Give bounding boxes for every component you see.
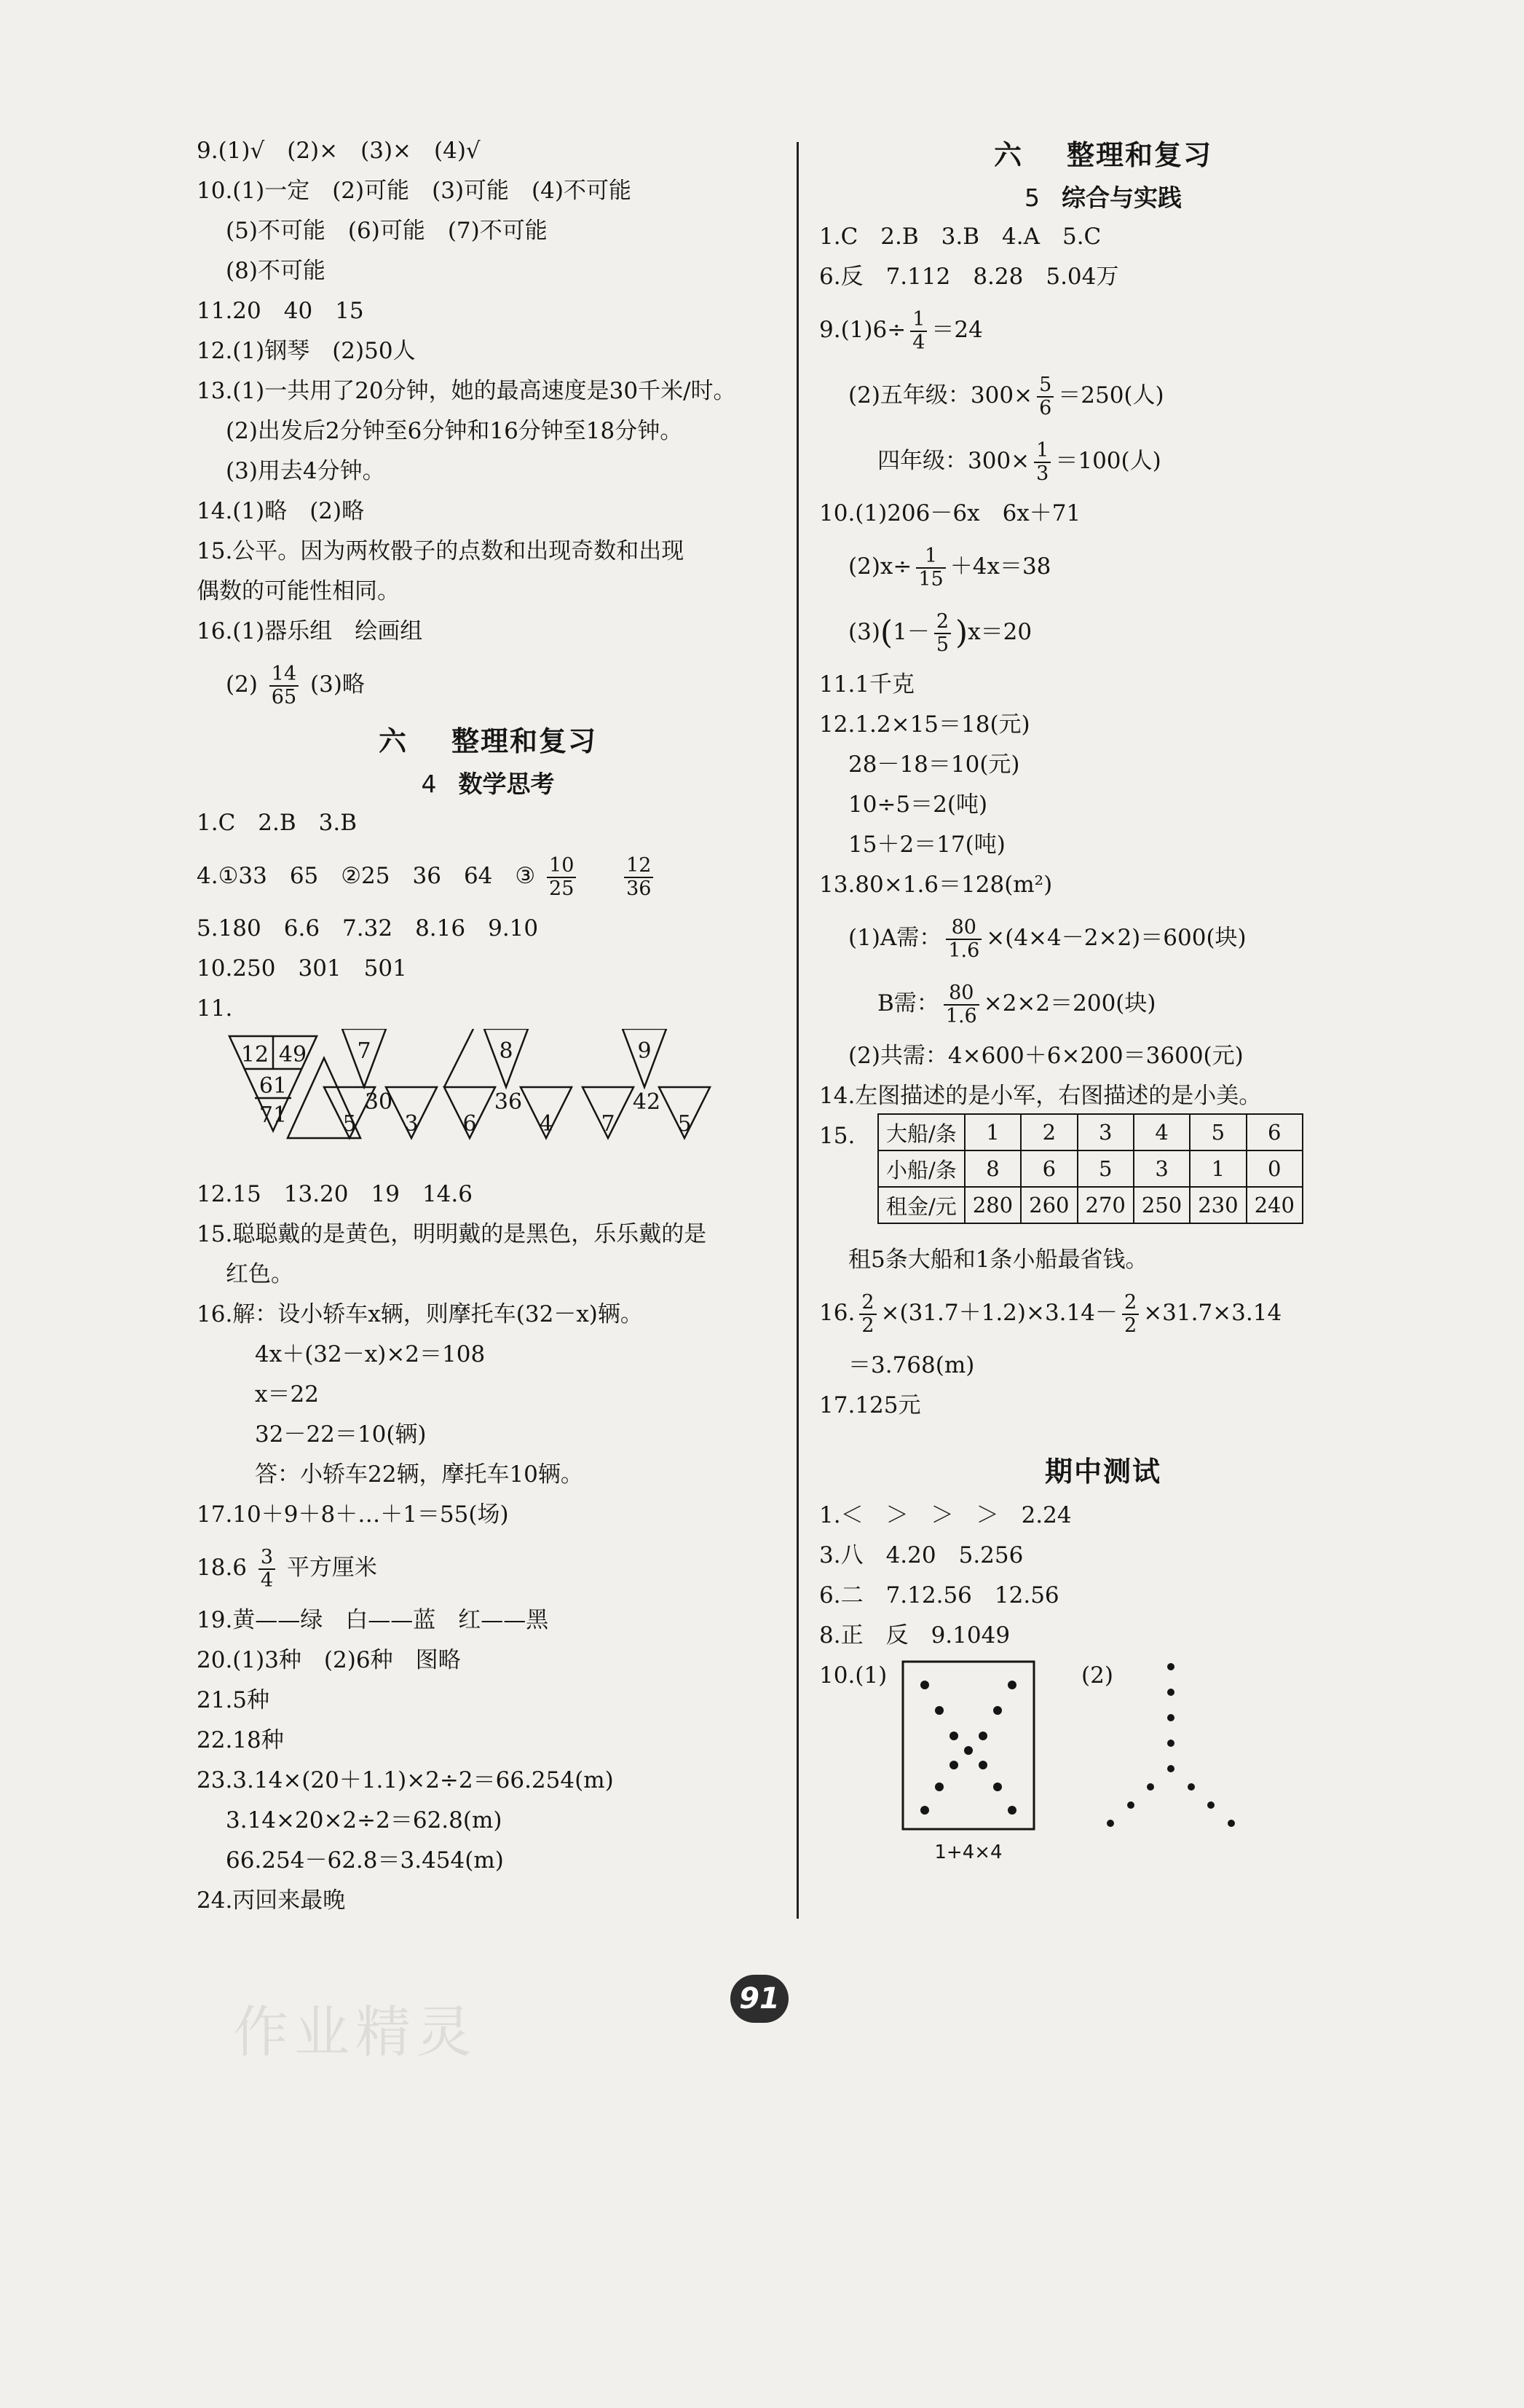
answer-label: 10.(1) [819, 1662, 888, 1689]
triangle-number: 30 [364, 1089, 393, 1115]
answer-line: 14.左图描述的是小军，右图描述的是小美。 [819, 1083, 1262, 1109]
table-cell: 270 [1078, 1187, 1134, 1223]
triangle-number: 5 [342, 1111, 357, 1137]
table-cell: 6 [1247, 1114, 1303, 1150]
answer-line: 8.正 反 9.1049 [819, 1622, 1011, 1649]
answer-label: (2) [1081, 1662, 1113, 1689]
answer-line: 10.(1)一定 (2)可能 (3)可能 (4)不可能 [197, 178, 631, 204]
answer-line: 9.(1)√ (2)× (3)× (4)√ [197, 138, 481, 164]
triangle-number: 8 [499, 1038, 513, 1064]
answer-line: 28－18＝10(元) [848, 751, 1020, 778]
answer-line-fraction: (1)A需： $\frac{80}{1.6}$ ×(4×4－2×2)＝600(块) [848, 915, 1247, 962]
answer-line: (8)不可能 [226, 258, 325, 284]
answer-line: 12.15 13.20 19 14.6 [197, 1181, 473, 1207]
fraction: $\frac{1}{4}$ [910, 309, 927, 353]
answer-line: 23.3.14×(20＋1.1)×2÷2＝66.254(m) [197, 1767, 614, 1793]
triangle-number: 4 [539, 1111, 553, 1137]
triangle-number: 5 [677, 1111, 692, 1137]
answer-line-fraction: 四年级：300× $\frac{1}{3}$ ＝100(人) [877, 438, 1161, 485]
right-column [819, 131, 1387, 1867]
answer-line: (5)不可能 (6)可能 (7)不可能 [226, 218, 548, 244]
answer-line: 偶数的可能性相同。 [197, 578, 400, 604]
triangle-number: 7 [601, 1111, 615, 1137]
triangle-number: 6 [462, 1111, 477, 1137]
table-row [878, 1187, 1303, 1223]
table-row-header: 租金/元 [878, 1187, 965, 1223]
left-column [197, 131, 779, 1921]
answer-line-fraction: 4.①33 65 ②25 36 64 ③ $\frac{10}{25}$ $\frac{12}{36}$ [197, 843, 779, 909]
fraction: $\frac{10}{25}$ [547, 855, 576, 899]
answer-line: 21.5种 [197, 1687, 270, 1713]
answer-line: 10÷5＝2(吨) [848, 792, 988, 818]
answer-line: 12.1.2×15＝18(元) [819, 711, 1030, 738]
table-cell: 5 [1190, 1114, 1246, 1150]
triangle-number: 61 [258, 1073, 288, 1099]
answer-line: 22.18种 [197, 1727, 284, 1753]
answer-line: 11.20 40 15 [197, 298, 364, 324]
answer-line: 13.80×1.6＝128(m²) [819, 872, 1053, 898]
answer-line: 16.(1)器乐组 绘画组 [197, 618, 423, 644]
table-cell: 3 [1078, 1114, 1134, 1150]
answer-line: 66.254－62.8＝3.454(m) [226, 1847, 504, 1874]
answer-line: 12.(1)钢琴 (2)50人 [197, 338, 416, 364]
triangle-number: 49 [278, 1042, 307, 1067]
answer-line-fraction: (2)x÷ $\frac{1}{15}$ ＋4x＝38 [848, 544, 1051, 591]
table-cell: 3 [1134, 1150, 1190, 1187]
section-subtitle: 4 数学思考 [421, 770, 555, 798]
answer-line: (2)共需：4×600＋6×200＝3600(元) [848, 1043, 1244, 1069]
table-cell: 240 [1247, 1187, 1303, 1223]
answer-line: 1.C 2.B 3.B 4.A 5.C [819, 224, 1102, 250]
fraction: $\frac{2}{2}$ [859, 1292, 876, 1336]
answer-line: 14.(1)略 (2)略 [197, 498, 365, 524]
page-number: 91 [730, 1975, 789, 2023]
answer-line: 19.黄——绿 白——蓝 红——黑 [197, 1607, 549, 1633]
answer-line: 17.125元 [819, 1392, 921, 1418]
answer-line: 答：小轿车22辆，摩托车10辆。 [255, 1461, 583, 1488]
table-cell: 6 [1021, 1150, 1077, 1187]
answer-line: 15.公平。因为两枚骰子的点数和出现奇数和出现 [197, 538, 684, 564]
dot-caption: 1+4×4 [934, 1841, 1003, 1863]
triangle-number: 12 [240, 1042, 269, 1067]
table-cell: 260 [1021, 1187, 1077, 1223]
answer-line: 24.丙回来最晚 [197, 1887, 346, 1914]
fraction: $\frac{3}{4}$ [258, 1547, 275, 1591]
table-cell: 1 [1190, 1150, 1246, 1187]
fraction: $\frac{14}{65}$ [269, 663, 299, 708]
fraction: $\frac{12}{36}$ [624, 855, 653, 899]
answer-line-fraction: 9.(1)6÷ $\frac{1}{4}$ ＝24 [819, 307, 983, 354]
answer-line-fraction: (3)(1－ $\frac{2}{5}$ )x＝20 [848, 609, 1033, 656]
answer-line: 1.C 2.B 3.B [197, 810, 358, 836]
answer-line: 红色。 [226, 1261, 293, 1287]
triangle-number: 42 [632, 1089, 661, 1115]
fraction: $\frac{1}{15}$ [916, 545, 945, 590]
triangle-number: 36 [494, 1089, 523, 1115]
section-title: 期中测试 [1044, 1456, 1161, 1488]
answer-line: 6.二 7.12.56 12.56 [819, 1582, 1059, 1608]
answer-label: 15. [819, 1123, 856, 1149]
answer-line: 1.＜ ＞ ＞ ＞ 2.24 [819, 1502, 1072, 1528]
fraction: $\frac{1}{3}$ [1034, 440, 1051, 484]
triangle-number: 7 [357, 1038, 371, 1064]
table-cell: 4 [1134, 1114, 1190, 1150]
answer-line: 租5条大船和1条小船最省钱。 [848, 1247, 1148, 1273]
answer-line: 3.14×20×2÷2＝62.8(m) [226, 1807, 502, 1833]
table-row-header: 大船/条 [878, 1114, 965, 1150]
table-row [878, 1150, 1303, 1187]
table-cell: 250 [1134, 1187, 1190, 1223]
answer-line: 11.1千克 [819, 671, 915, 698]
answer-line: 11. [197, 995, 233, 1022]
answer-line-fraction: 16. $\frac{2}{2}$ ×(31.7＋1.2)×3.14－ $\frac{2}{2}$ ×31.7×3.14 [819, 1290, 1282, 1337]
answer-line: (3)用去4分钟。 [226, 458, 385, 484]
table-row [878, 1114, 1303, 1150]
triangle-puzzle-figure [197, 1029, 779, 1175]
fraction: $\frac{80}{1.6}$ [946, 917, 982, 961]
dot-pattern-svg [819, 1656, 1387, 1867]
answer-line-fraction: (2)五年级：300× $\frac{5}{6}$ ＝250(人) [848, 373, 1164, 419]
fraction: $\frac{2}{2}$ [1122, 1292, 1139, 1336]
answer-line: 13.(1)一共用了20分钟，她的最高速度是30千米/时。 [197, 378, 736, 404]
answer-line-fraction: (2) $\frac{14}{65}$ (3)略 [226, 662, 365, 708]
table-cell: 5 [1078, 1150, 1134, 1187]
section-title: 六 整理和复习 [993, 139, 1213, 171]
answer-line: ＝3.768(m) [848, 1352, 975, 1378]
answer-line-fraction: B需： $\frac{80}{1.6}$ ×2×2＝200(块) [877, 981, 1156, 1027]
answer-line: (2)出发后2分钟至6分钟和16分钟至18分钟。 [226, 418, 683, 444]
triangle-puzzle-svg [226, 1029, 808, 1175]
table-cell: 230 [1190, 1187, 1246, 1223]
boat-rental-table [877, 1113, 1303, 1224]
answer-line: 15＋2＝17(吨) [848, 832, 1006, 858]
answer-line: 5.180 6.6 7.32 8.16 9.10 [197, 915, 539, 942]
fraction: $\frac{80}{1.6}$ [944, 982, 979, 1027]
dot-pattern-figure [819, 1656, 1387, 1867]
fraction: $\frac{5}{6}$ [1037, 374, 1054, 419]
section-title: 六 整理和复习 [378, 725, 598, 757]
answer-line-fraction: 18.6 $\frac{3}{4}$ 平方厘米 [197, 1545, 377, 1592]
q15-block [819, 1116, 1387, 1240]
triangle-number: 3 [404, 1111, 419, 1137]
triangle-number: 9 [637, 1038, 652, 1064]
answer-line: 20.(1)3种 (2)6种 图略 [197, 1647, 461, 1673]
answer-line: 10.250 301 501 [197, 955, 407, 982]
table-cell: 280 [965, 1187, 1021, 1223]
table-row-header: 小船/条 [878, 1150, 965, 1187]
answer-line: 3.八 4.20 5.256 [819, 1542, 1024, 1568]
answer-line: 10.(1)206－6x 6x＋71 [819, 500, 1081, 526]
watermark: 作业精灵 [233, 2000, 478, 2064]
table-cell: 1 [965, 1114, 1021, 1150]
table-cell: 2 [1021, 1114, 1077, 1150]
answer-line: x＝22 [255, 1381, 319, 1408]
answer-line: 16.解：设小轿车x辆，则摩托车(32－x)辆。 [197, 1301, 643, 1327]
section-subtitle: 5 综合与实践 [1024, 183, 1182, 212]
fraction: $\frac{2}{5}$ [934, 611, 951, 655]
answer-line: 4x＋(32－x)×2＝108 [255, 1341, 486, 1367]
answer-line: 15.聪聪戴的是黄色，明明戴的是黑色，乐乐戴的是 [197, 1221, 707, 1247]
answer-line: 6.反 7.112 8.28 5.04万 [819, 264, 1119, 290]
table-cell: 0 [1247, 1150, 1303, 1187]
table-cell: 8 [965, 1150, 1021, 1187]
triangle-number: 71 [258, 1102, 288, 1128]
answer-line: 17.10＋9＋8＋…＋1＝55(场) [197, 1501, 509, 1528]
answer-line: 32－22＝10(辆) [255, 1421, 427, 1448]
